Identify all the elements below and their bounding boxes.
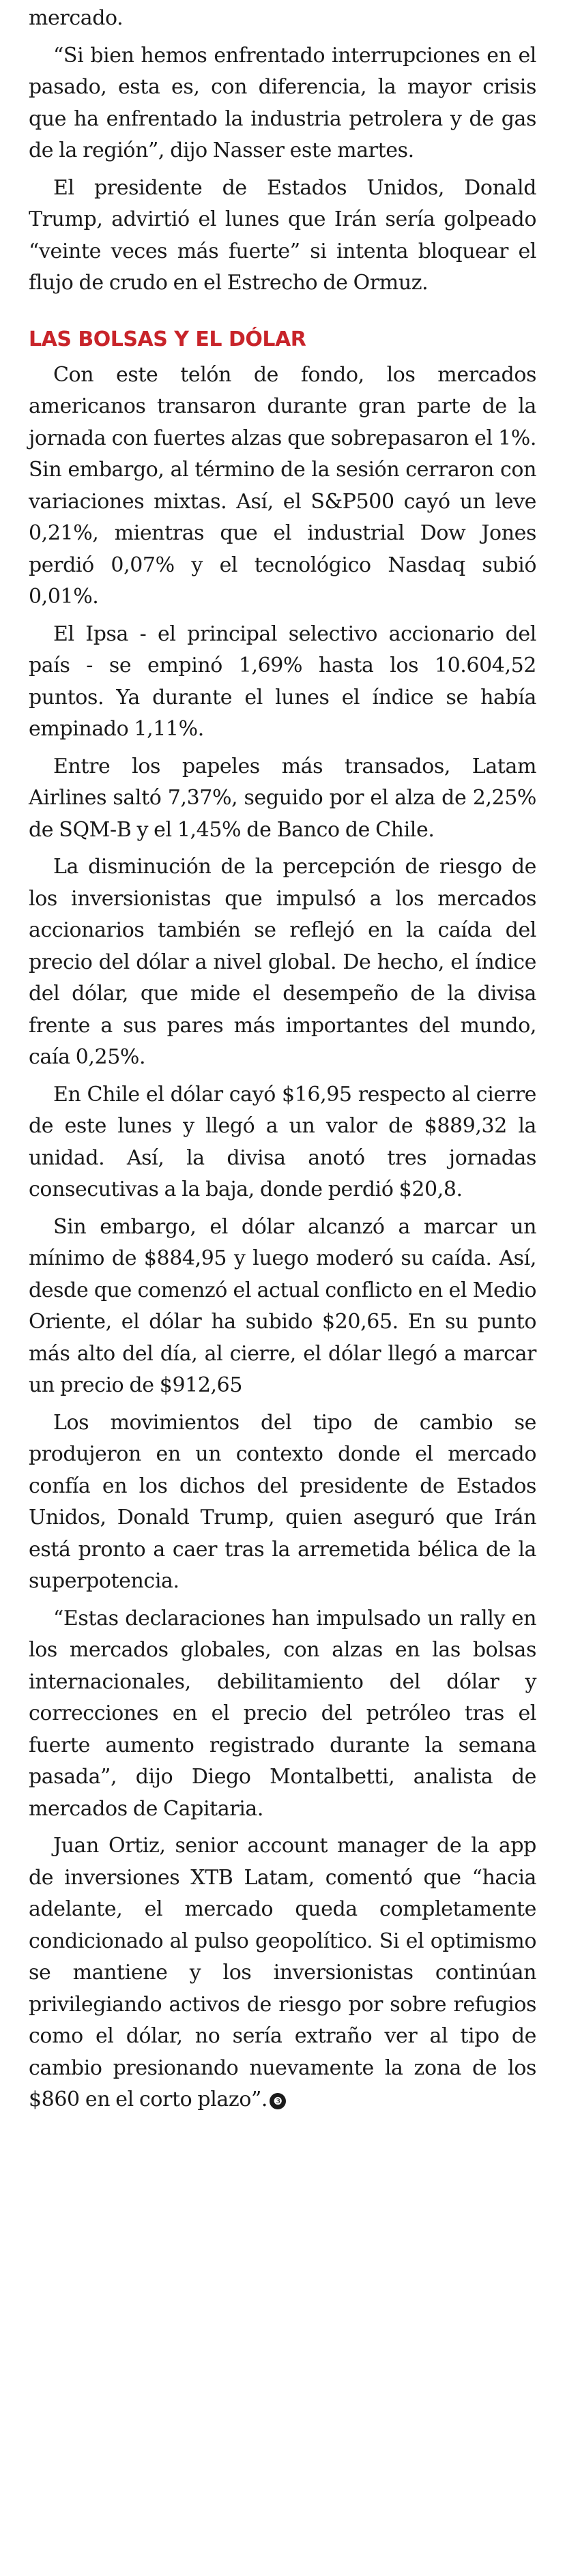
paragraph-xtb-quote-text: Juan Ortiz, senior account manager de la app de inversiones XTB Latam, comentó que “hacia adelante, el mercado queda completamente condicionado al pulso geopolítico. Si el optimismo se mantiene y los inversionistas continúan privilegiando activos de riesgo por sobre refugios como el dólar, no sería extraño ver al tipo de cambio presionando nuevamente la zona de los $860 en el corto plazo”. bbox=[29, 1834, 536, 2111]
paragraph-trump-warning: El presidente de Estados Unidos, Donald Trump, advirtió el lunes que Irán sería golpeado “veinte veces más fuerte” si intenta bloquear el flujo de crudo en el Estrecho de Ormuz. bbox=[29, 175, 536, 295]
paragraph-dollar-chile: En Chile el dólar cayó $16,95 respecto al cierre de este lunes y llegó a un valor de $889,32 la unidad. Así, la divisa anotó tres jornadas consecutivas a la baja, donde perdió $20,8. bbox=[29, 1082, 536, 1201]
paragraph-xtb-quote bbox=[29, 1830, 536, 2116]
paragraph-us-markets: Con este telón de fondo, los mercados americanos transaron durante gran parte de la jornada con fuertes alzas que sobrepasaron el 1%. Sin embargo, al término de la sesión cerraron con variaciones mixtas. Así, el S&P500 cayó un leve 0,21%, mientras que el industrial Dow Jones perdió 0,07% y el tecnológico Nasdaq subió 0,01%. bbox=[29, 362, 536, 609]
end-of-article-icon: ❸ bbox=[270, 2093, 286, 2109]
paragraph-top-stocks: Entre los papeles más transados, Latam Airlines saltó 7,37%, seguido por el alza de 2,25% de SQM-B y el 1,45% de Banco de Chile. bbox=[29, 754, 536, 842]
paragraph-capitaria-quote: “Estas declaraciones han impulsado un rally en los mercados globales, con alzas en las bolsas internacionales, debilitamiento del dólar y correcciones en el precio del petróleo tras el fuerte aumento registrado durante la semana pasada”, dijo Diego Montalbetti, analista de mercados de Capitaria. bbox=[29, 1606, 536, 1821]
paragraph-exchange-context: Los movimientos del tipo de cambio se produjeron en un contexto donde el mercado confía en los dichos del presidente de Estados Unidos, Donald Trump, quien aseguró que Irán está pronto a caer tras la arremetida bélica de la superpotencia. bbox=[29, 1410, 536, 1593]
paragraph-ipsa: El Ipsa - el principal selectivo accionario del país - se empinó 1,69% hasta los 10.604,52 puntos. Ya durante el lunes el índice se había empinado 1,11%. bbox=[29, 621, 536, 741]
paragraph-continuation: mercado. bbox=[29, 6, 124, 30]
section-heading: LAS BOLSAS Y EL DÓLAR bbox=[29, 327, 306, 351]
article-column bbox=[29, 0, 536, 2116]
paragraph-dollar-range: Sin embargo, el dólar alcanzó a marcar un mínimo de $884,95 y luego moderó su caída. Así, desde que comenzó el actual conflicto en el Medio Oriente, el dólar ha subido $20,65. En su punto más alto del día, al cierre, el dólar llegó a marcar un precio de $912,65 bbox=[29, 1214, 536, 1397]
paragraph-nasser-quote: “Si bien hemos enfrentado interrupciones en el pasado, esta es, con diferencia, la mayor crisis que ha enfrentado la industria petrolera y de gas de la región”, dijo Nasser este martes. bbox=[29, 43, 536, 162]
paragraph-risk-perception: La disminución de la percepción de riesgo de los inversionistas que impulsó a los mercados accionarios también se reflejó en la caída del precio del dólar a nivel global. De hecho, el índice del dólar, que mide el desempeño de la divisa frente a sus pares más importantes del mundo, caía 0,25%. bbox=[29, 855, 536, 1069]
